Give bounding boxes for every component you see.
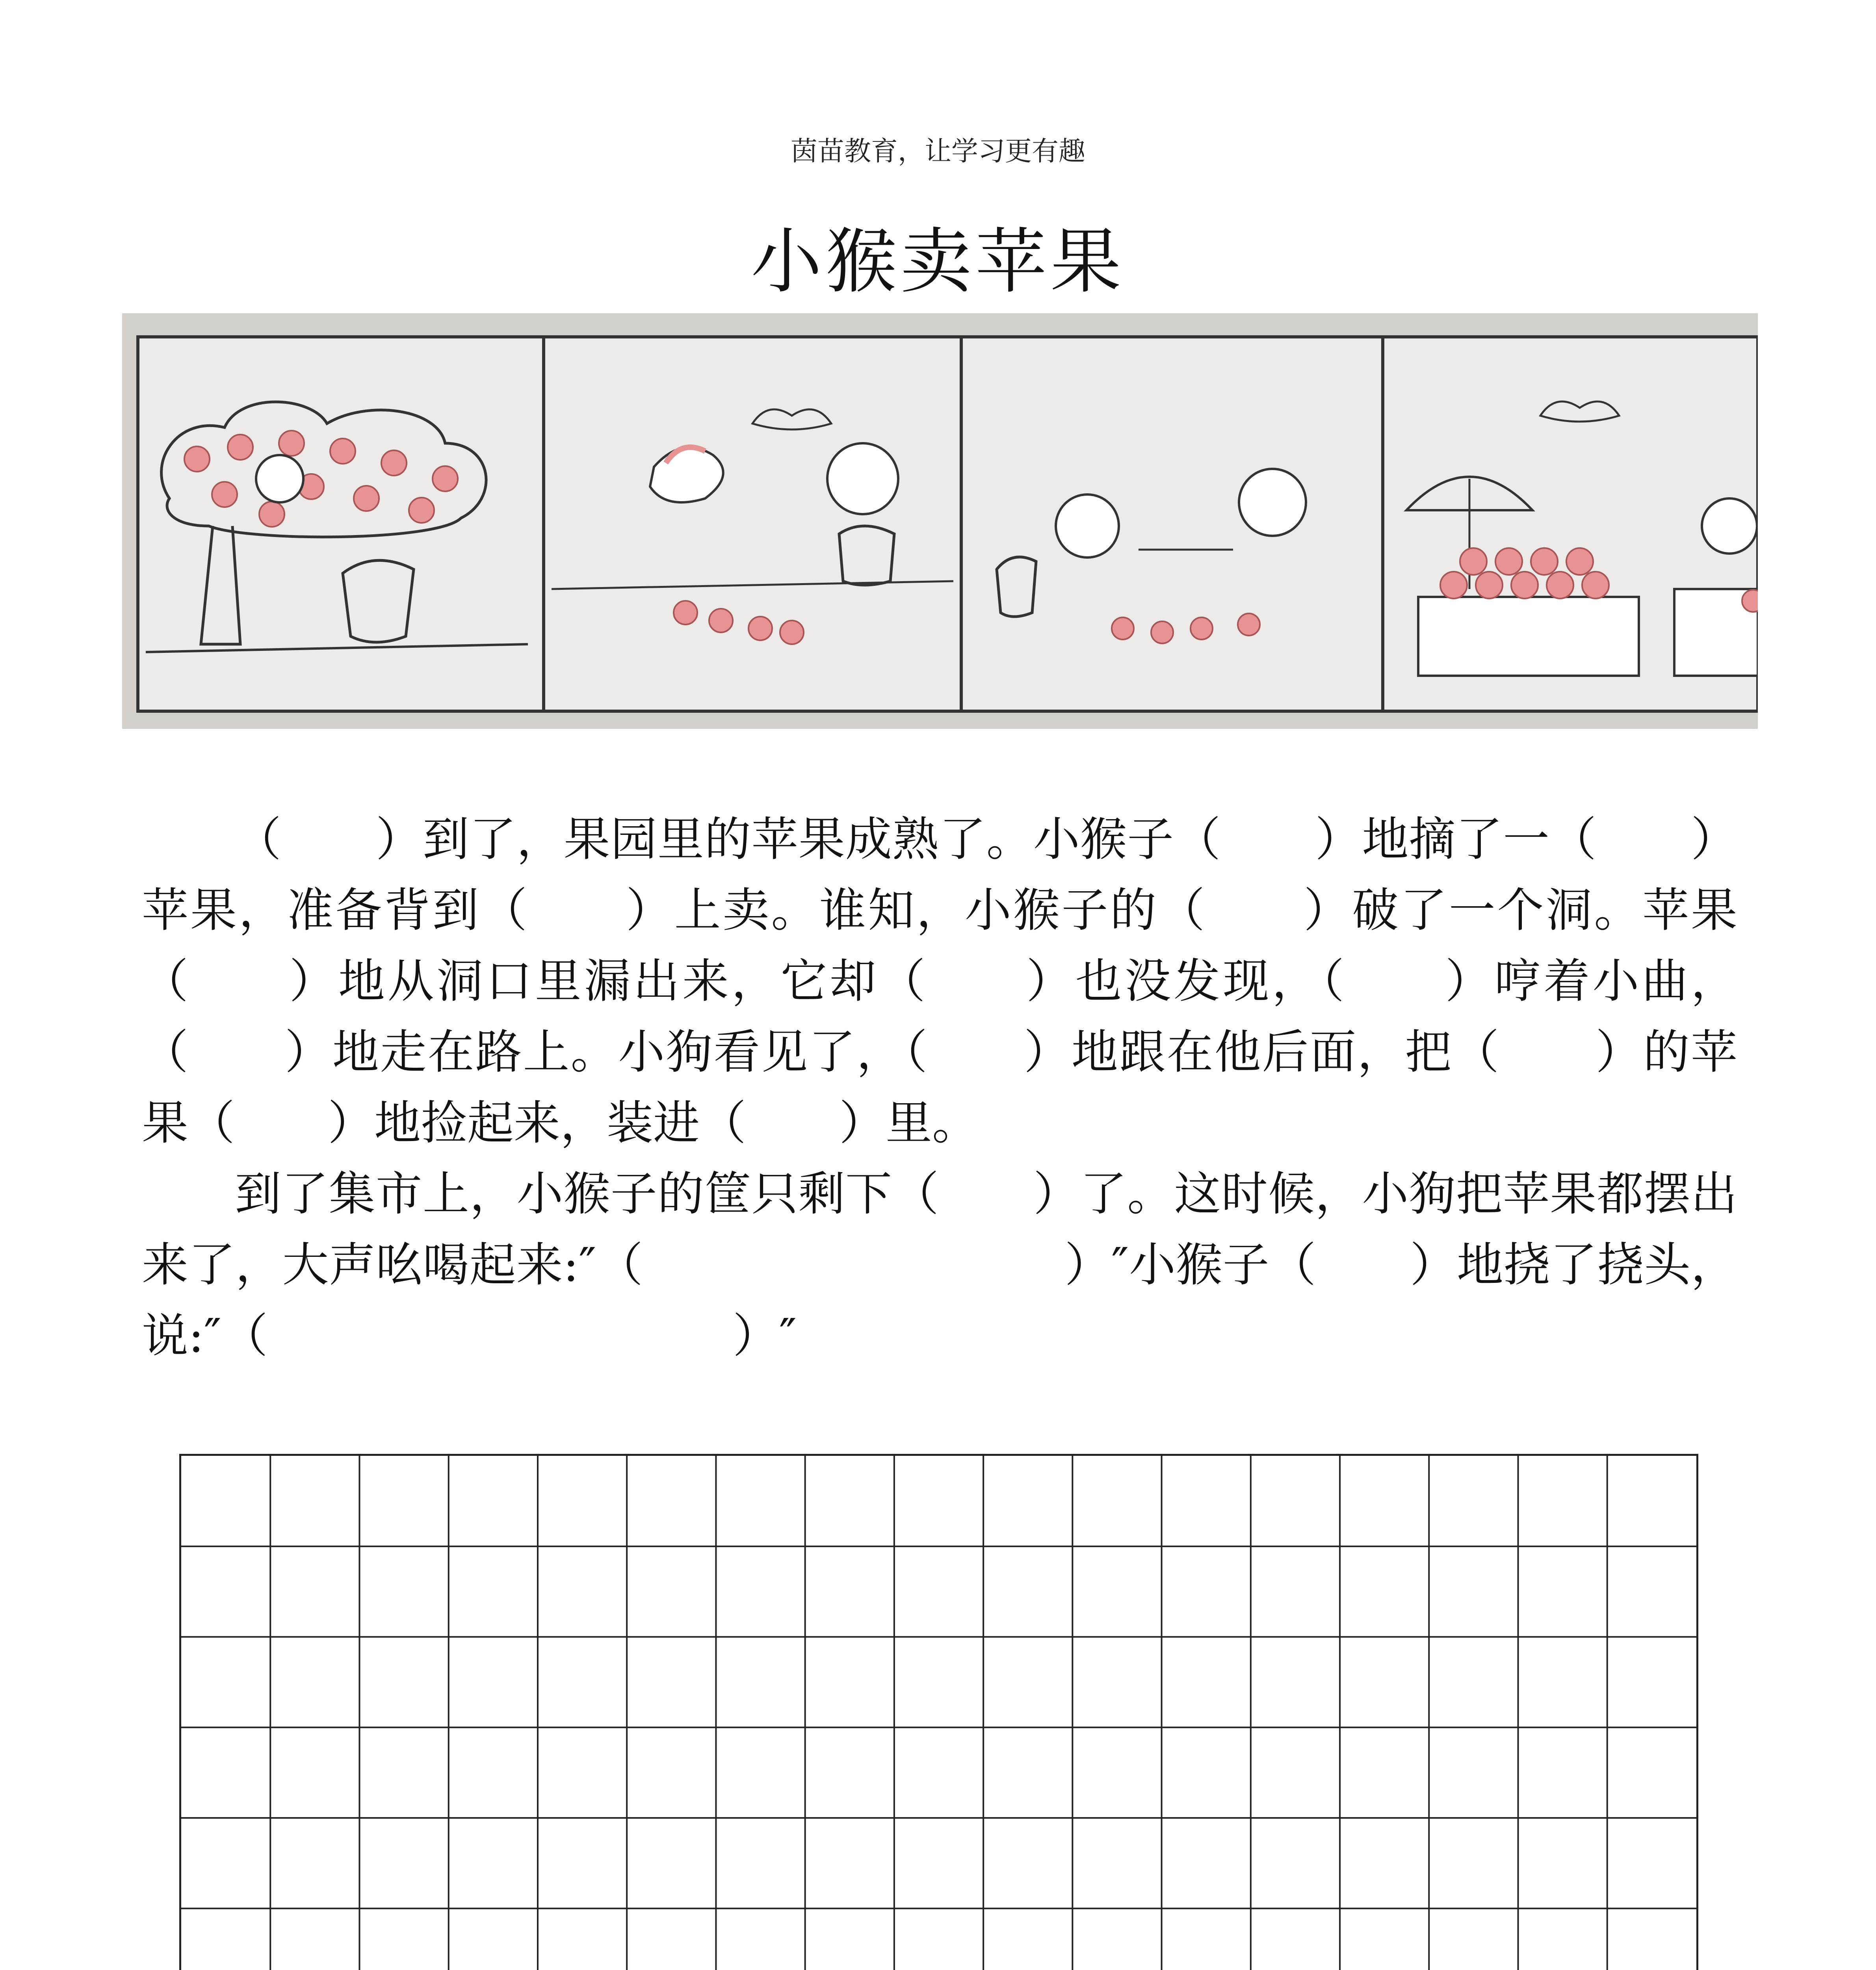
writing-grid-lines bbox=[181, 1456, 1696, 1970]
comic-strip bbox=[122, 313, 1758, 729]
story-paragraph-2-text: 到了集市上，小猴子的筐只剩下（ ）了。这时候，小狗把苹果都摆出来了，大声吆喝起来:″（ ）″小猴子（ ）地挠了挠头，说:″（ ）″ bbox=[142, 1167, 1737, 1363]
story-paragraph-1 bbox=[142, 804, 1737, 1158]
story-paragraph-2 bbox=[142, 1158, 1737, 1371]
writing-grid[interactable] bbox=[179, 1454, 1698, 1970]
story-paragraph-1-text: （ ）到了，果园里的苹果成熟了。小猴子（ ）地摘了一（ ）苹果，准备背到（ ）上卖。谁知，小猴子的（ ）破了一个洞。苹果（ ）地从洞口里漏出来，它却（ ）也没发现，（ ）哼着小曲，（ ）地走在路上。小狗看见了，（ ）地跟在他后面，把（ ）的苹果（ ）地捡起来，装进（ ）里。 bbox=[142, 812, 1737, 1150]
page-title: 小猴卖苹果 bbox=[750, 221, 1125, 303]
header-slogan: 茵苗教育，让学习更有趣 bbox=[790, 136, 1085, 167]
comic-strip-illustration-icon bbox=[122, 313, 1758, 729]
